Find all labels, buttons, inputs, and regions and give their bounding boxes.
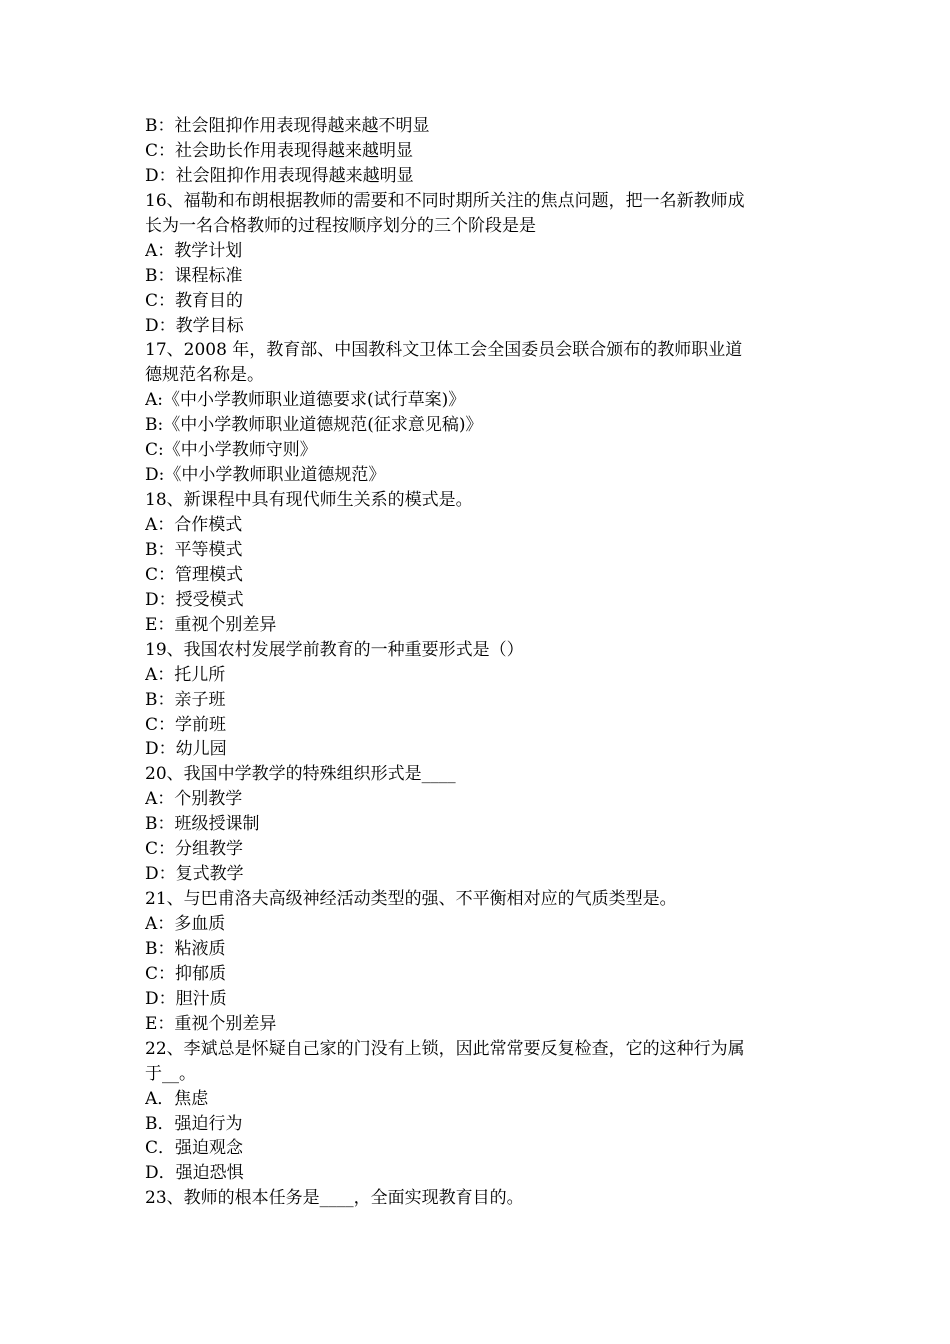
text-line: A：个别教学 <box>145 789 243 810</box>
text-line: B：平等模式 <box>145 539 243 560</box>
text-line: 长为一名合格教师的过程按顺序划分的三个阶段是是 <box>145 215 536 236</box>
text-line: C：抑郁质 <box>145 963 227 984</box>
text-line: B：亲子班 <box>145 689 226 710</box>
text-line: E：重视个别差异 <box>145 1013 277 1034</box>
text-line: B：课程标准 <box>145 265 243 286</box>
text-line: E：重视个别差异 <box>145 614 277 635</box>
text-line: 17、2008 年，教育部、中国教科文卫体工会全国委员会联合颁布的教师职业道 <box>145 340 743 361</box>
text-line: C．强迫观念 <box>145 1138 244 1159</box>
text-line: C：管理模式 <box>145 564 244 585</box>
text-line: A：合作模式 <box>145 515 243 535</box>
text-line: D：幼儿园 <box>145 739 227 760</box>
text-line: D：胆汁质 <box>145 988 227 1009</box>
text-line: A:《中小学教师职业道德要求(试行草案)》 <box>145 390 466 411</box>
text-line: D：授受模式 <box>145 589 244 610</box>
text-line: 于__。 <box>145 1063 196 1084</box>
text-line: B：社会阻抑作用表现得越来越不明显 <box>145 116 430 136</box>
text-line: 21、与巴甫洛夫高级神经活动类型的强、不平衡相对应的气质类型是。 <box>145 889 677 910</box>
text-line: D：教学目标 <box>145 315 244 336</box>
text-line: A．焦虑 <box>145 1088 209 1109</box>
text-line: B．强迫行为 <box>145 1113 243 1134</box>
text-line: A：多血质 <box>145 914 226 934</box>
text-line: C:《中小学教师守则》 <box>145 440 317 461</box>
text-line: 20、我国中学教学的特殊组织形式是____ <box>145 764 456 785</box>
text-line: B：班级授课制 <box>145 814 260 835</box>
text-line: B:《中小学教师职业道德规范(征求意见稿)》 <box>145 415 483 436</box>
text-line: 18、新课程中具有现代师生关系的模式是。 <box>145 490 473 511</box>
text-line: 22、李斌总是怀疑自己家的门没有上锁，因此常常要反复检查，它的这种行为属 <box>145 1038 745 1059</box>
text-line: D:《中小学教师职业道德规范》 <box>145 465 386 486</box>
text-line: 19、我国农村发展学前教育的一种重要形式是（） <box>145 639 524 660</box>
text-line: 23、教师的根本任务是____，全面实现教育目的。 <box>145 1188 524 1209</box>
text-line: C：社会助长作用表现得越来越明显 <box>145 140 414 161</box>
text-line: D．强迫恐惧 <box>145 1163 244 1184</box>
text-line: 德规范名称是。 <box>145 365 264 386</box>
text-line: D：复式教学 <box>145 864 244 885</box>
text-line: A：托儿所 <box>145 664 226 685</box>
text-line: B：粘液质 <box>145 938 226 959</box>
text-line: 16、福勒和布朗根据教师的需要和不同时期所关注的焦点问题，把一名新教师成 <box>145 190 745 211</box>
text-line: D：社会阻抑作用表现得越来越明显 <box>145 165 414 186</box>
text-line: A：教学计划 <box>145 240 243 261</box>
text-line: C：分组教学 <box>145 839 244 860</box>
document-page <box>145 114 815 1211</box>
text-line: C：教育目的 <box>145 290 244 311</box>
text-line: C：学前班 <box>145 714 227 735</box>
